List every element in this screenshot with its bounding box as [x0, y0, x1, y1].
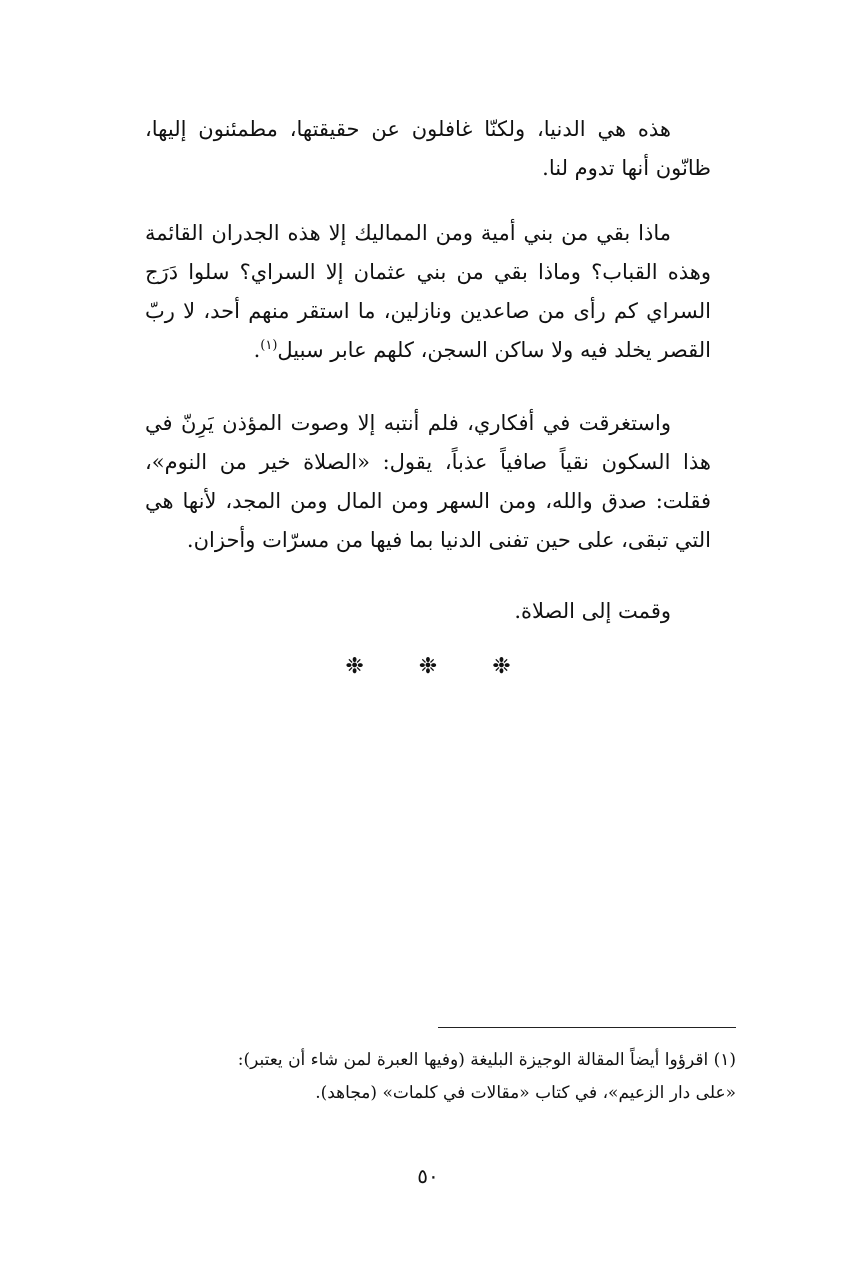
footnote-reference[interactable]: (١) [260, 338, 278, 353]
section-separator: ❉ ❉ ❉ [345, 654, 535, 679]
paragraph-3 [145, 404, 711, 560]
footnote [140, 1044, 736, 1110]
footnote-line-1: (١) اقرؤوا أيضاً المقالة الوجيزة البليغة (وفيها العبرة لمن شاء أن يعتبر): [237, 1050, 736, 1070]
paragraph-text: وقمت إلى الصلاة. [514, 599, 671, 623]
paragraph-text: هذه هي الدنيا، ولكنّا غافلون عن حقيقتها، مطمئنون إليها، ظانّون أنها تدوم لنا. [145, 117, 711, 180]
footnote-divider [438, 1027, 736, 1028]
page-number: ٥٠ [417, 1164, 439, 1188]
paragraph-end-punctuation: . [253, 338, 261, 362]
paragraph-text: واستغرقت في أفكاري، فلم أنتبه إلا وصوت المؤذن يَرِنّ في هذا السكون نقياً صافياً عذباً، يقول: «الصلاة خير من النوم»، فقلت: صدق والله، ومن السهر ومن المال ومن المجد، لأنها هي التي تبقى، على حين تفنى الدنيا بما فيها من مسرّات وأحزان. [145, 411, 711, 552]
footnote-line-2: «على دار الزعيم»، في كتاب «مقالات في كلمات» (مجاهد). [315, 1083, 736, 1103]
paragraph-4 [145, 592, 711, 631]
paragraph-text [145, 214, 711, 370]
paragraph-1 [145, 110, 711, 188]
paragraph-text-main: ماذا بقي من بني أمية ومن المماليك إلا هذه الجدران القائمة وهذه القباب؟ وماذا بقي من بني عثمان إلا السراي؟ سلوا دَرَج السراي كم رأى من صاعدين ونازلين، ما استقر منهم أحد، لا ربّ القصر يخلد فيه ولا ساكن السجن، كلهم عابر سبيل [145, 221, 711, 362]
paragraph-2 [145, 214, 711, 370]
